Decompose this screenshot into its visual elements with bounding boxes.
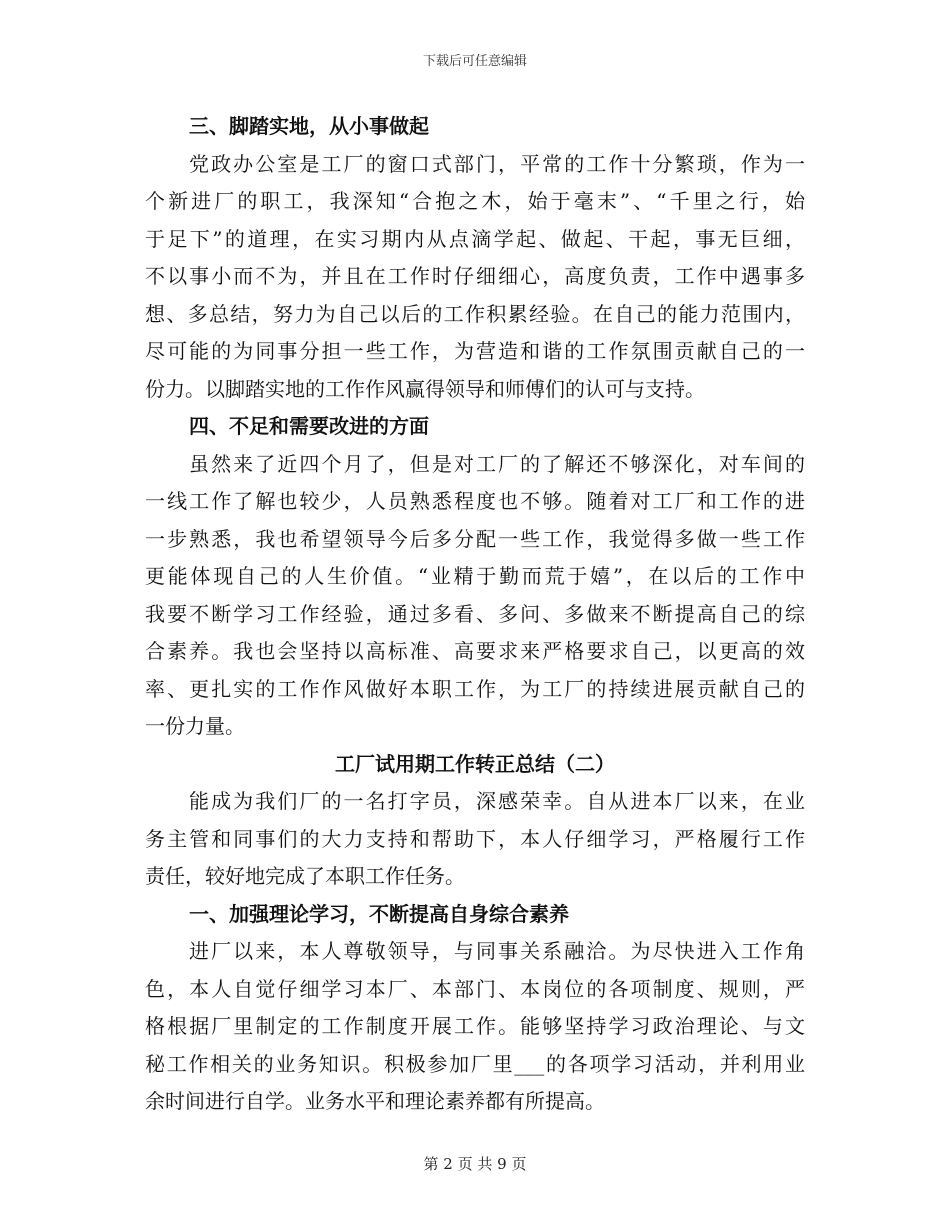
text-line: 一步熟悉，我也希望领导今后多分配一些工作，我觉得多做一些工作: [145, 526, 805, 551]
document-body: [145, 108, 805, 1121]
text-line: 务主管和同事们的大力支持和帮助下，本人仔细学习，严格履行工作: [145, 826, 805, 851]
text-line: 率、更扎实的工作作风做好本职工作，为工厂的持续进展贡献自己的: [145, 676, 805, 701]
paragraph: [145, 446, 805, 746]
text-line: 一线工作了解也较少，人员熟悉程度也不够。随着对工厂和工作的进: [145, 489, 805, 513]
text-line: 更能体现自己的人生价值。“业精于勤而荒于嬉”，在以后的工作中: [145, 564, 805, 588]
text-line: 虽然来了近四个月了，但是对工厂的了解还不够深化，对车间的: [189, 451, 805, 476]
text-line: 想、多总结，努力为自己以后的工作积累经验。在自己的能力范围内，: [145, 301, 805, 326]
text-line: 色，本人自觉仔细学习本厂、本部门、本岗位的各项制度、规则，严: [145, 976, 805, 1001]
section-heading: 三、脚踏实地，从小事做起: [189, 114, 429, 138]
text-line: 一份力量。: [145, 714, 245, 738]
text-line: 于足下”的道理，在实习期内从点滴学起、做起、干起，事无巨细，: [145, 226, 805, 251]
text-line: 合素养。我也会坚持以高标准、高要求来严格要求自己，以更高的效: [145, 639, 805, 663]
section-heading: 一、加强理论学习，不断提高自身综合素养: [189, 901, 569, 926]
text-line: 份力。以脚踏实地的工作作风赢得领导和师傅们的认可与支持。: [145, 376, 705, 401]
text-line: 进厂以来，本人尊敬领导，与同事关系融洽。为尽快进入工作角: [189, 939, 805, 963]
text-line: 责任，较好地完成了本职工作任务。: [145, 864, 465, 888]
section-heading: 四、不足和需要改进的方面: [189, 414, 429, 438]
page-footer: 第 2 页 共 9 页: [423, 1155, 527, 1173]
paragraph: [145, 146, 805, 409]
page-header: 下载后可任意编辑: [422, 54, 527, 69]
text-line: 秘工作相关的业务知识。积极参加厂里___的各项学习活动，并利用业: [145, 1051, 805, 1076]
text-line: 能成为我们厂的一名打字员，深感荣幸。自从进本厂以来，在业: [189, 789, 805, 813]
text-line: 个新进厂的职工，我深知“合抱之木，始于毫末”、“千里之行，始: [145, 189, 805, 213]
document-title: 工厂试用期工作转正总结（二）: [335, 751, 615, 776]
text-line: 不以事小而不为，并且在工作时仔细细心，高度负责，工作中遇事多: [145, 264, 805, 288]
text-line: 余时间进行自学。业务水平和理论素养都有所提高。: [145, 1089, 605, 1113]
paragraph: [145, 933, 805, 1121]
text-line: 格根据厂里制定的工作制度开展工作。能够坚持学习政治理论、与文: [145, 1014, 805, 1038]
text-line: 党政办公室是工厂的窗口式部门，平常的工作十分繁琐，作为一: [189, 151, 805, 176]
text-line: 尽可能的为同事分担一些工作，为营造和谐的工作氛围贡献自己的一: [145, 339, 805, 363]
text-line: 我要不断学习工作经验，通过多看、多问、多做来不断提高自己的综: [145, 601, 805, 626]
paragraph: [145, 783, 805, 896]
